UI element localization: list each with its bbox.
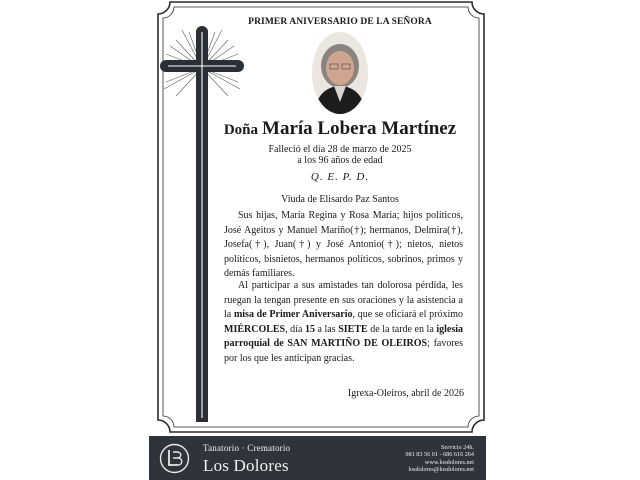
- mass-name: misa de Primer Aniversario: [233, 309, 353, 321]
- age-line: a los 96 años de edad: [297, 155, 383, 166]
- email-link[interactable]: losdolores@losdolores.net: [408, 465, 474, 473]
- church-name: iglesia parroquial de SAN MARTIÑO DE OLEIROS: [224, 323, 464, 350]
- deceased-name: [200, 118, 480, 140]
- funeral-home-banner: [149, 436, 486, 480]
- portrait-photo: [312, 32, 368, 114]
- invitation-text-3: , día: [285, 323, 305, 335]
- phone-numbers: 981 83 56 01 - 686 616 264: [405, 451, 474, 459]
- invitation-text-2: , que se oficiará el próximo: [352, 309, 464, 321]
- death-date: Falleció el día 28 de marzo de 2025: [268, 144, 412, 155]
- service-hours: Servicio 24h.: [441, 444, 474, 451]
- brand-tagline: Tanatorio · Crematorio: [203, 443, 291, 453]
- invitation-text-1: Al participar a sus amistades tan dolorosa pérdida, les ruegan la tengan presente en sus oraciones y la asistencia a la: [224, 280, 463, 321]
- mass-hour: SIETE: [338, 323, 368, 335]
- ld-monogram-logo-icon: [159, 443, 190, 474]
- invitation-text-4: a las: [314, 323, 339, 335]
- name-prefix: Doña: [223, 122, 259, 138]
- invitation-text-6: ; favores por los que les anticipan gracias.: [224, 338, 463, 364]
- full-name: María Lobera Martínez: [262, 118, 457, 139]
- family-text: Sus hijas, María Regina y Rosa María; hijos políticos, José Ageitos y Manuel Mariño(†); hermanos, Delmira(†), Josefa(†), Juan(†) y José Antonio(†); nietos, nietos políticos, bisnietos, hermanos políticos, sobrinos, primos y demás familiares.: [224, 210, 463, 280]
- family-paragraph: [224, 209, 463, 282]
- invitation-text-5: de la tarde en la: [367, 323, 437, 335]
- brand-name: Los Dolores: [203, 456, 289, 475]
- website-link[interactable]: www.losdolores.net: [424, 458, 474, 466]
- place-date: Igrexa-Oleiros, abril de 2026: [347, 388, 464, 399]
- invitation-paragraph: [224, 279, 463, 367]
- contact-block: [405, 444, 474, 473]
- anniversary-heading: PRIMER ANIVERSARIO DE LA SEÑORA: [248, 17, 432, 27]
- mass-weekday: MIÉRCOLES: [224, 323, 286, 335]
- qepd: Q. E. P. D.: [310, 171, 370, 183]
- mass-day: 15: [304, 323, 315, 335]
- widow-line: Viuda de Elisardo Paz Santos: [281, 194, 399, 205]
